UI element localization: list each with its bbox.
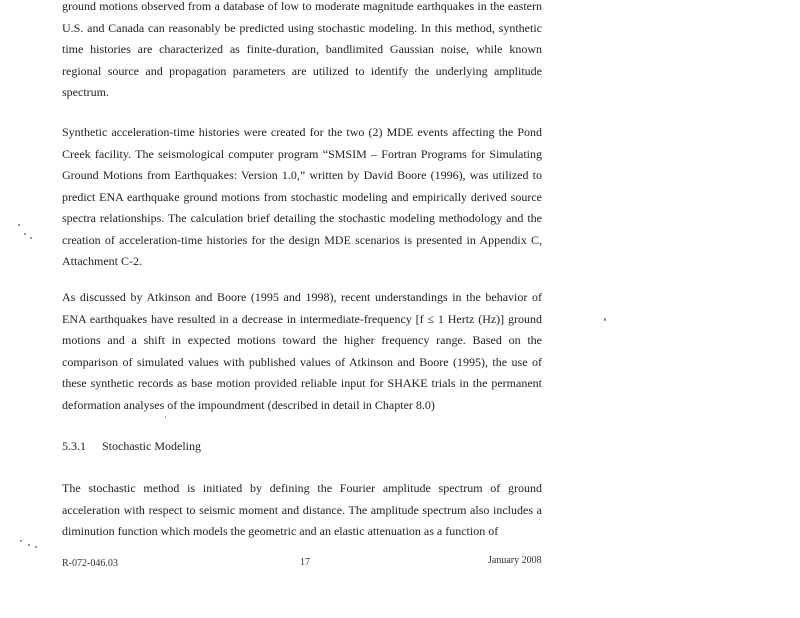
section-title: Stochastic Modeling: [102, 439, 201, 453]
scan-speck: [604, 318, 606, 321]
paragraph-synthetic-histories: Synthetic acceleration-time histories were created for the two (2) MDE events affecting the Pond Creek facility. The seismological computer program “SMSIM – Fortran Programs for Simulating Ground Motions from Earthquakes: Version 1.0,” written by David Boore (1996), was utilized to predict ENA earthquake ground motions from stochastic modeling and empirically derived source spectra relationships. The calculation brief detailing the stochastic modeling methodology and the creation of acceleration-time histories for the design MDE scenarios is presented in Appendix C, Attachment C-2.: [62, 125, 542, 268]
paragraph-atkinson-boore: As discussed by Atkinson and Boore (1995 and 1998), recent understandings in the behavior of ENA earthquakes have resulted in a decrease in intermediate-frequency [f ≤ 1 Hertz (Hz)] ground motions and a shift in expected motions toward the higher frequency range. Based on the comparison of simulated values with published values of Atkinson and Boore (1995), the use of these synthetic records as base motion provided reliable input for SHAKE trials in the permanent deformation analyses of the impoundment (described in detail in Chapter 8.0): [62, 290, 542, 412]
footer-page-number: 17: [300, 557, 310, 568]
section-heading: [62, 436, 201, 458]
section-number: 5.3.1: [62, 439, 86, 453]
scan-speck: [18, 224, 20, 226]
scan-speck: [28, 544, 30, 546]
paragraph-stochastic-method: The stochastic method is initiated by defining the Fourier amplitude spectrum of ground acceleration with respect to seismic moment and distance. The amplitude spectrum also includes a diminution function which models the geometric and an elastic attenuation as a function of: [62, 481, 542, 538]
paragraph-stochastic-intro: ground motions observed from a database of low to moderate magnitude earthquakes in the eastern U.S. and Canada can reasonably be predicted using stochastic modeling. In this method, synthetic time histories are characterized as finite-duration, bandlimited Gaussian noise, while known regional source and propagation parameters are utilized to identify the underlying amplitude spectrum.: [62, 0, 542, 99]
footer-date: January 2008: [488, 555, 542, 566]
scan-speck: [30, 237, 32, 239]
footer-document-id: R-072-046.03: [62, 558, 118, 569]
scan-speck: [35, 546, 37, 548]
scan-speck: [20, 540, 22, 542]
scan-speck: [24, 233, 26, 235]
scan-speck: [165, 416, 166, 418]
